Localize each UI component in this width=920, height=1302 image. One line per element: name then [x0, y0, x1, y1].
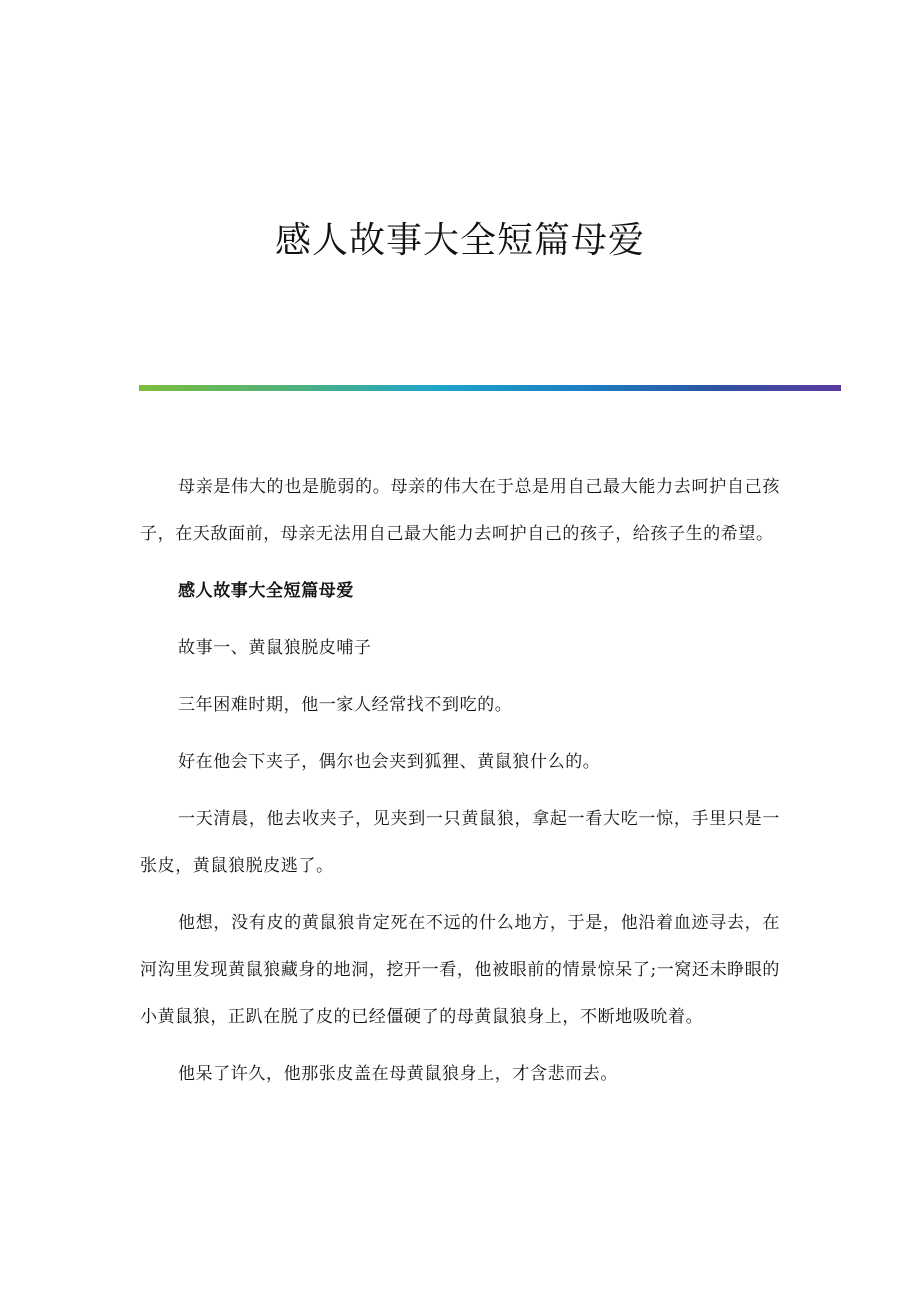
document-body [140, 464, 780, 1108]
gradient-divider [139, 385, 841, 391]
body-paragraph: 他想，没有皮的黄鼠狼肯定死在不远的什么地方，于是，他沿着血迹寻去，在河沟里发现黄鼠狼藏身的地洞，挖开一看，他被眼前的情景惊呆了;一窝还未睁眼的小黄鼠狼，正趴在脱了皮的已经僵硬了的母黄鼠狼身上，不断地吸吮着。 [140, 913, 780, 1027]
body-paragraph: 好在他会下夹子，偶尔也会夹到狐狸、黄鼠狼什么的。 [178, 752, 601, 772]
body-paragraph: 三年困难时期，他一家人经常找不到吃的。 [178, 695, 513, 715]
document-title: 感人故事大全短篇母爱 [274, 220, 645, 261]
section-heading: 感人故事大全短篇母爱 [178, 581, 354, 601]
body-paragraph: 他呆了许久，他那张皮盖在母黄鼠狼身上，才含悲而去。 [178, 1064, 618, 1084]
story-heading: 故事一、黄鼠狼脱皮哺子 [178, 638, 372, 658]
body-paragraph: 一天清晨，他去收夹子，见夹到一只黄鼠狼，拿起一看大吃一惊，手里只是一张皮，黄鼠狼脱皮逃了。 [140, 809, 780, 876]
intro-paragraph: 母亲是伟大的也是脆弱的。母亲的伟大在于总是用自己最大能力去呵护自己孩子，在天敌面前，母亲无法用自己最大能力去呵护自己的孩子，给孩子生的希望。 [140, 477, 780, 544]
